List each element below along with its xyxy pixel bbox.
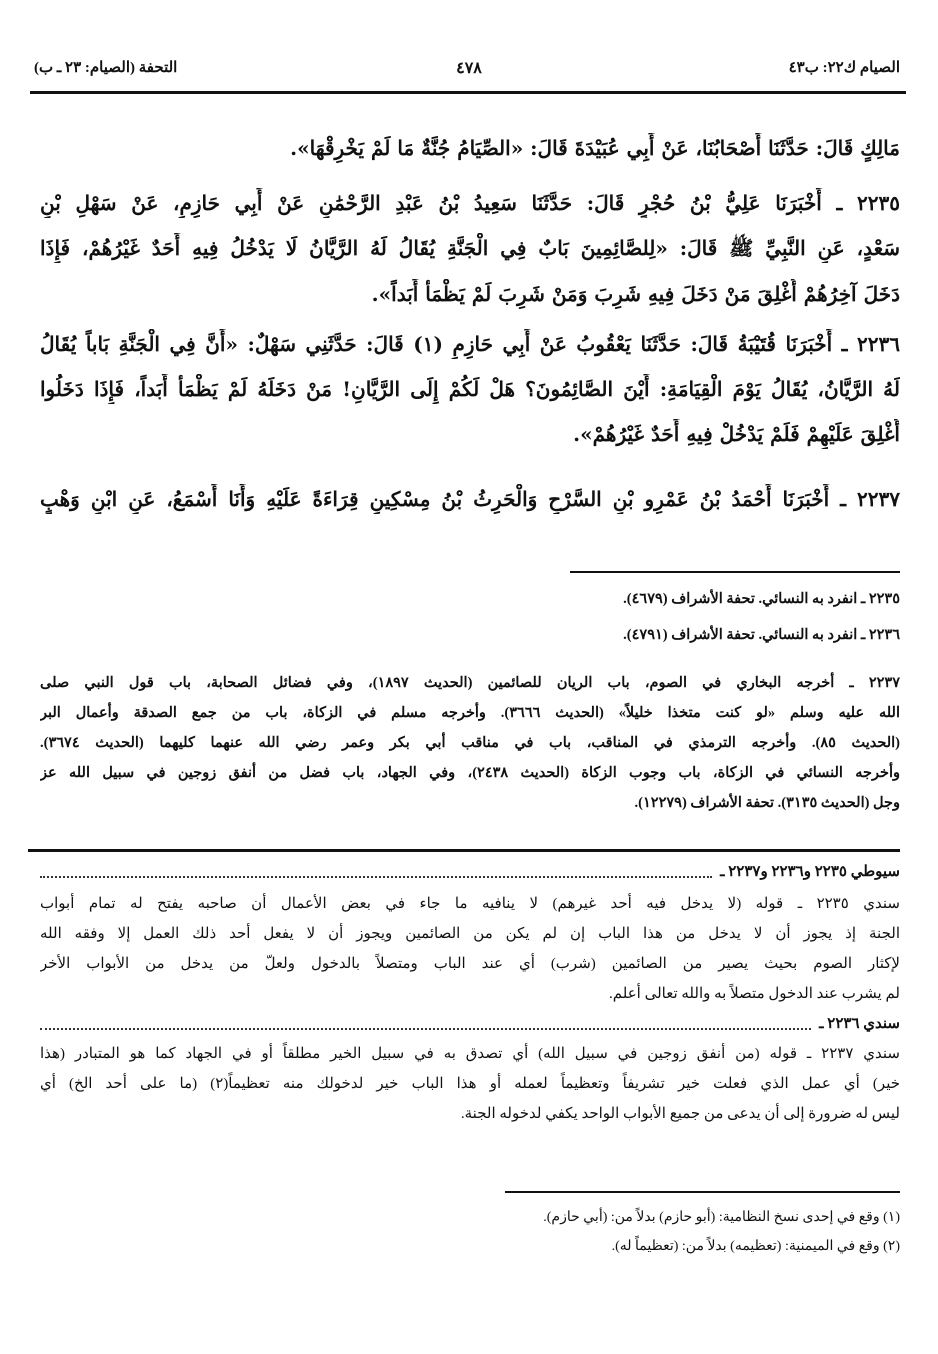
sindi-2235-line: لإكثار الصوم بحيث يصير من الصائمين (شرب) أي عند الباب ومتصلاً بالدخول ولعلّ من يدخل من الأبواب الأخر (40, 956, 900, 972)
header-tuhfa-ref: التحفة (الصيام: ٢٣ ـ ب) (34, 60, 178, 76)
dotted-leader (40, 1028, 811, 1030)
takhrij-line: ٢٢٣٧ ـ أخرجه البخاري في الصوم، باب الريان للصائمين (الحديث ١٨٩٧)، وفي فضائل الصحابة، باب قول النبي صلى (40, 675, 900, 691)
text-line: مَالِكٍ قَالَ: حَدَّثَنَا أَصْحَابُنَا، عَنْ أَبِي عُبَيْدَةَ قَالَ: «الصِّيَامُ جُنَّةٌ مَا لَمْ يَخْرِقْهَا». (290, 136, 900, 160)
takhrij-line: وجل (الحديث ٣١٣٥). تحفة الأشراف (١٢٢٧٩). (634, 795, 900, 811)
commentary-rule (28, 849, 900, 852)
sindi-2237-line: ليس له ضرورة إلى أن يدعى من جميع الأبواب الواحد يكفي لدخوله الجنة. (460, 1106, 900, 1122)
takhrij-line: وأخرجه النسائي في الزكاة، باب وجوب الزكاة (الحديث ٢٤٣٨)، وفي الجهاد، باب فضل من أنفق زوجين في سبيل الله عز (40, 765, 900, 781)
header-rule (30, 91, 906, 94)
hadith-2235-line: سَعْدٍ، عَنِ النَّبِيِّ ﷺ قَالَ: «لِلصَّائِمِينَ بَابٌ فِي الْجَنَّةِ يُقَالُ لَهُ الرَّيَّانُ لَا يَدْخُلُ فِيهِ أَحَدٌ غَيْرُهُمْ، فَإِذَا (40, 236, 900, 260)
sindi-2236-heading-text: سندي ٢٢٣٦ ـ (819, 1016, 900, 1032)
hadith-2235-line: ٢٢٣٥ ـ أَخْبَرَنَا عَلِيُّ بْنُ حُجْرٍ قَالَ: حَدَّثَنَا سَعِيدُ بْنُ عَبْدِ الرَّحْمَٰنِ عَنْ أَبِي حَازِمٍ، عَنْ سَهْلِ بْنِ (40, 191, 900, 215)
header-chapter-ref: الصيام ك٢٢: ب٤٣ (788, 60, 900, 76)
takhrij-rule (570, 571, 900, 573)
sindi-2235-line: الجنة إذ يجوز أن لا يدخل من هذا الباب إن لم يكن من الصائمين ويجوز أن لا يفعل أحد ذلك العمل إلا وفقه الله (40, 926, 900, 942)
takhrij-line: (الحديث ٨٥). وأخرجه الترمذي في المناقب، باب في مناقب أبي بكر وعمر رضي الله عنهما كليهما (الحديث ٣٦٧٤). (40, 735, 900, 751)
hadith-2236-line: أُغْلِقَ عَلَيْهِمْ فَلَمْ يَدْخُلْ فِيهِ أَحَدٌ غَيْرُهُمْ». (573, 422, 900, 446)
takhrij-line: الله عليه وسلم «لو كنت متخذا خليلاً» (الحديث ٣٦٦٦). وأخرجه مسلم في الزكاة، باب من جمع الصدقة وأعمال البر (40, 705, 900, 721)
takhrij-line: ٢٢٣٥ ـ انفرد به النسائي. تحفة الأشراف (٤٦٧٩). (623, 591, 900, 607)
page-number: ٤٧٨ (456, 60, 482, 77)
sindi-2235-line: لم يشرب عند الدخول متصلاً به والله تعالى أعلم. (609, 986, 900, 1002)
sindi-2235-line: سندي ٢٢٣٥ ـ قوله (لا يدخل فيه أحد غيرهم) لا ينافيه ما جاء في بعض الأعمال أن صاحبه يفتح له تمام أبواب (40, 896, 900, 912)
sindi-2237-line: خير) أي عمل الذي فعلت خير تشريفاً وتعظيماً لعمله أو هذا الباب خير لدخولك منه تعظيماً(٢) (ما على أحد الخ) أي (40, 1076, 900, 1092)
sindi-2237-line: سندي ٢٢٣٧ ـ قوله (من أنفق زوجين في سبيل الله) أي تصدق به في سبيل الخير مطلقاً أو في الجهاد كما هو المتبادر (هذا (40, 1046, 900, 1062)
hadith-2235-line: دَخَلَ آخِرُهُمْ أُغْلِقَ مَنْ دَخَلَ فِيهِ شَرِبَ وَمَنْ شَرِبَ لَمْ يَظْمَأْ أَبَداً». (371, 282, 900, 306)
hadith-2236-line: لَهُ الرَّيَّانُ، يُقَالُ يَوْمَ الْقِيَامَةِ: أَيْنَ الصَّائِمُونَ؟ هَلْ لَكُمْ إِلَى الرَّيَّانِ! مَنْ دَخَلَهُ لَمْ يَظْمَأْ أَبَداً، فَإِذَا دَخَلُوا (40, 377, 900, 401)
footnote-rule (505, 1191, 900, 1193)
footnote-2: (٢) وقع في الميمنية: (تعظيمه) بدلاً من: (تعظيماً له). (611, 1239, 900, 1254)
sindi-2236-heading (40, 1012, 900, 1036)
suyuti-heading (40, 860, 900, 884)
hadith-2236-line: ٢٢٣٦ ـ أَخْبَرَنَا قُتَيْبَةُ قَالَ: حَدَّثَنَا يَعْقُوبُ عَنْ أَبِي حَازِمٍ (١) قَالَ: حَدَّثَنِي سَهْلٌ: «أَنَّ فِي الْجَنَّةِ بَاباً يُقَالُ (40, 332, 900, 356)
footnote-1: (١) وقع في إحدى نسخ النظامية: (أبو حازم) بدلاً من: (أبي حازم). (543, 1210, 900, 1225)
takhrij-line: ٢٢٣٦ ـ انفرد به النسائي. تحفة الأشراف (٤٧٩١). (623, 627, 900, 643)
suyuti-heading-text: سيوطي ٢٢٣٥ و٢٢٣٦ و٢٢٣٧ ـ (720, 864, 900, 880)
hadith-2237-line: ٢٢٣٧ ـ أَخْبَرَنَا أَحْمَدُ بْنُ عَمْرِو بْنِ السَّرْحِ وَالْحَرِثُ بْنُ مِسْكِينٍ قِرَاءَةً عَلَيْهِ وَأَنَا أَسْمَعُ، عَنِ ابْنِ وَهْبٍ (40, 487, 900, 511)
dotted-leader (40, 876, 712, 878)
